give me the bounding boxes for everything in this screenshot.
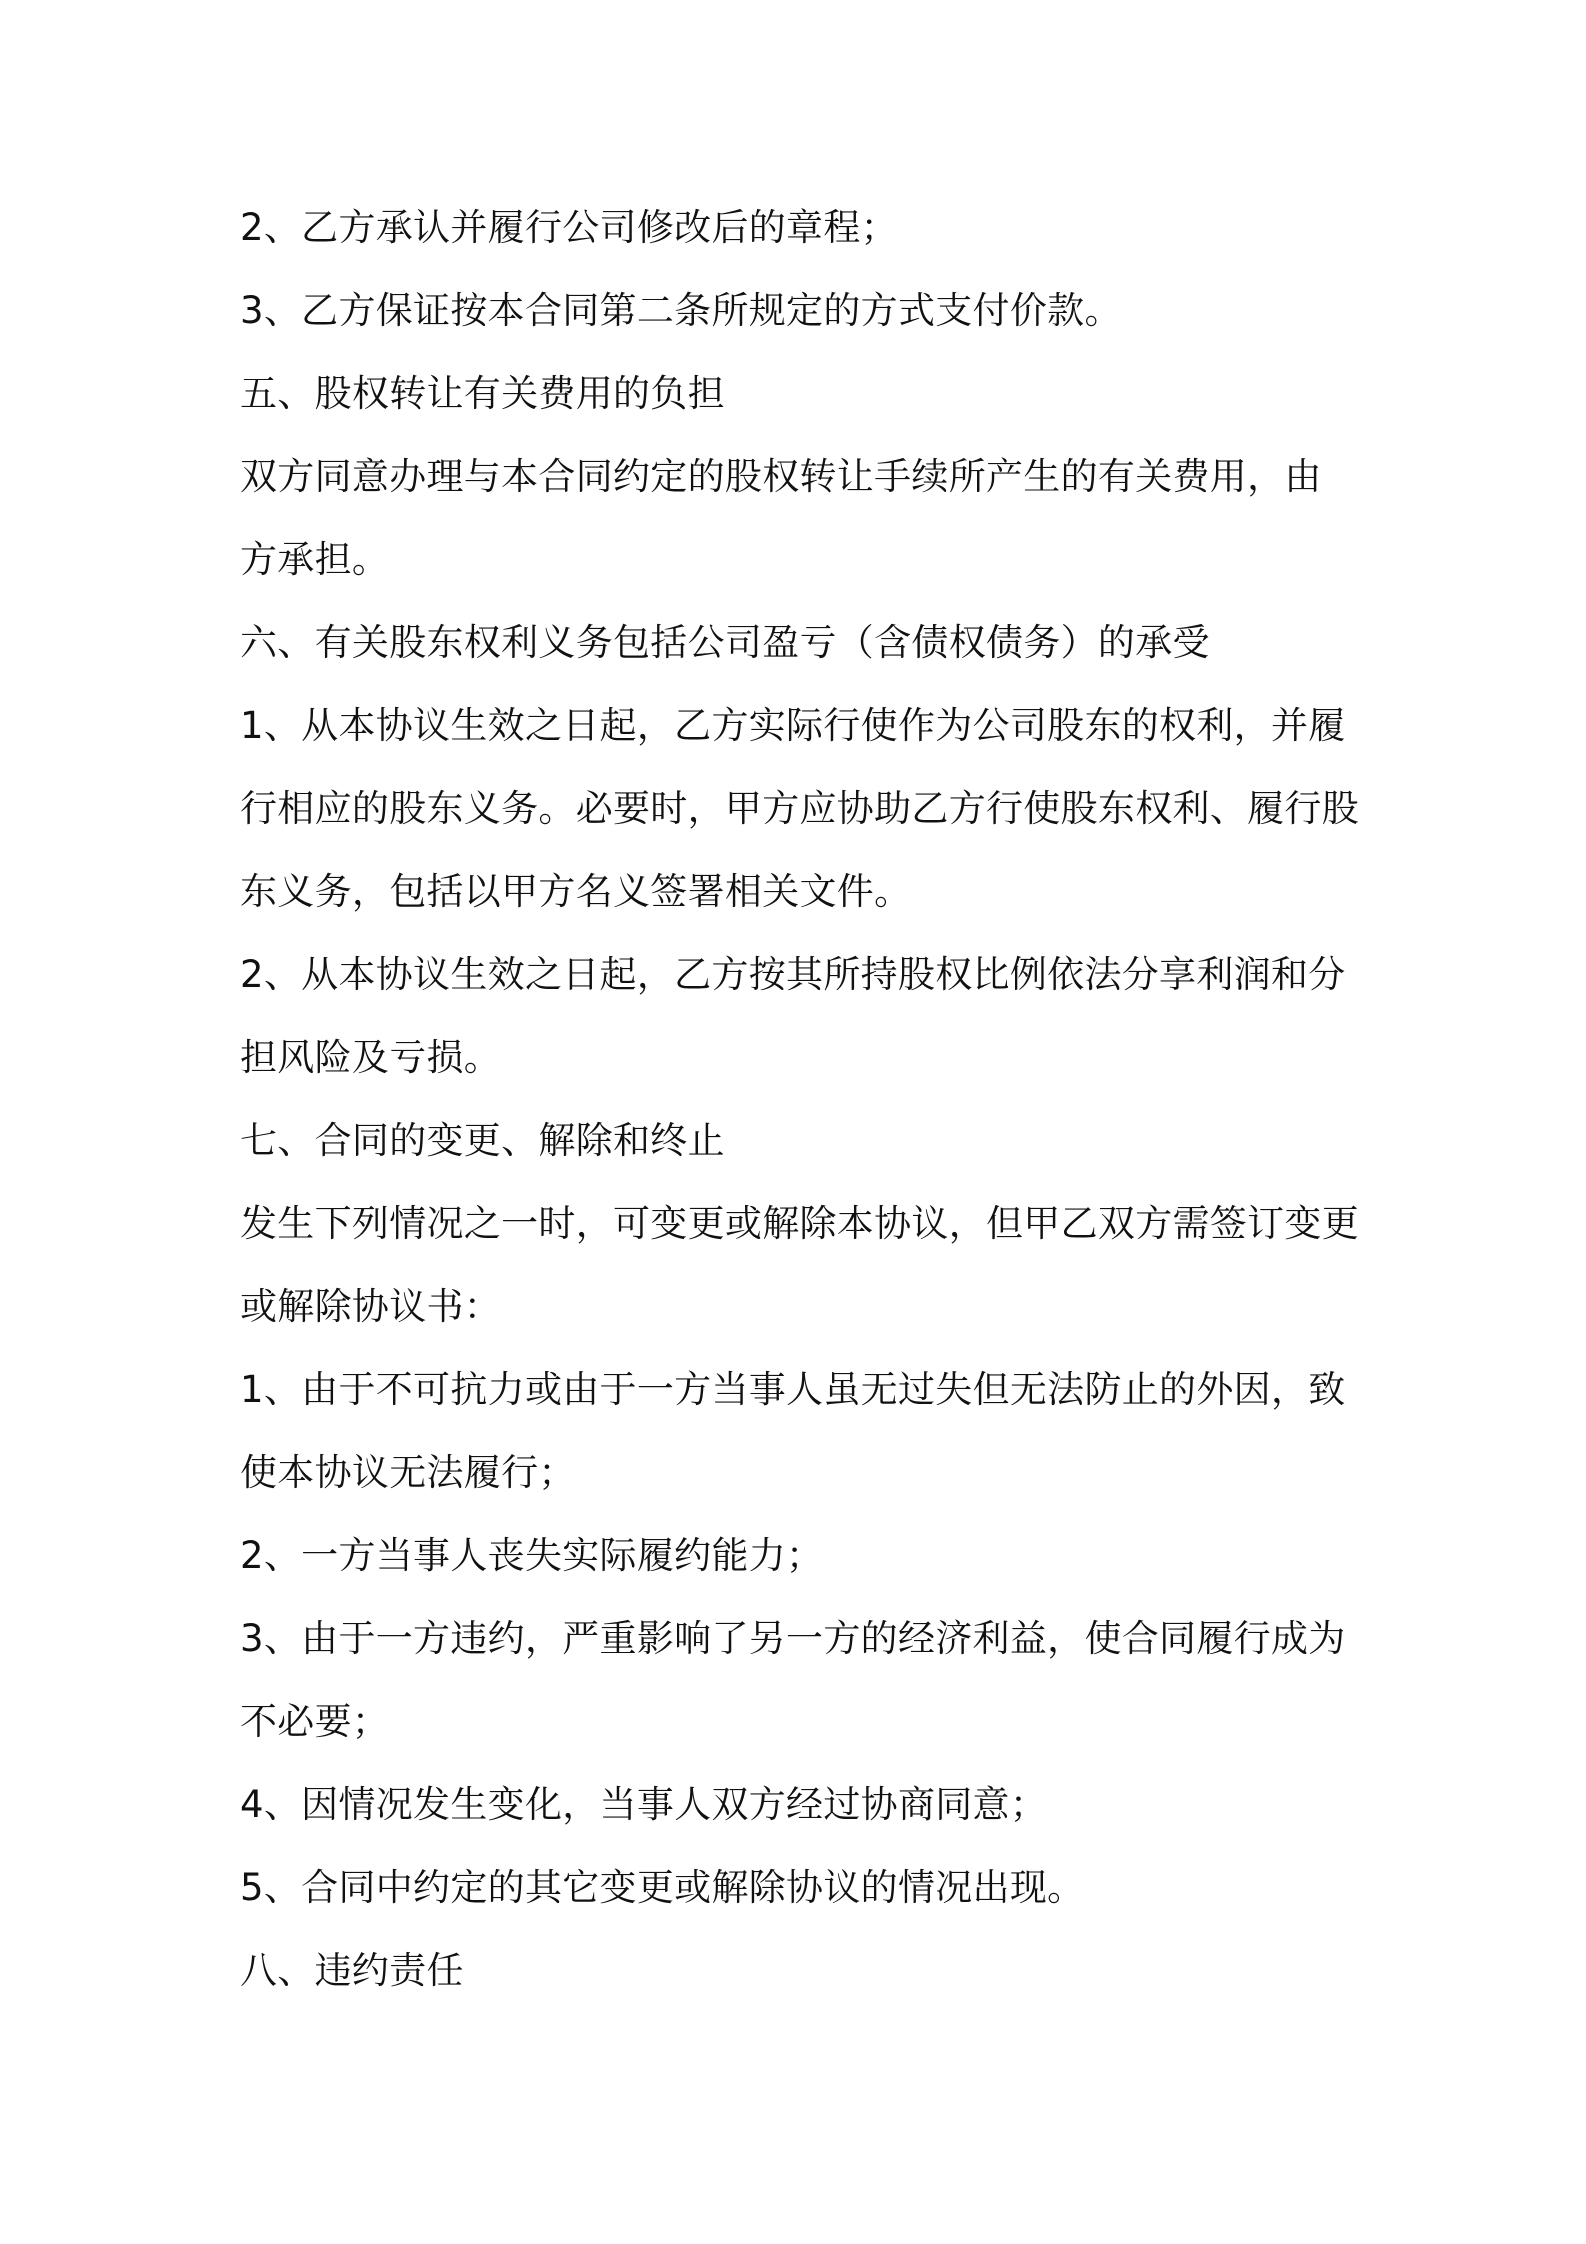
section-heading-7: 七、合同的变更、解除和终止 — [240, 1119, 725, 1162]
clause-7-intro-line-2: 或解除协议书： — [240, 1285, 502, 1328]
clause-5-text-line-1: 双方同意办理与本合同约定的股权转让手续所产生的有关费用，由 — [240, 455, 1322, 498]
section-heading-5: 五、股权转让有关费用的负担 — [240, 372, 725, 415]
clause-4-item-2: 2、乙方承认并履行公司修改后的章程； — [240, 206, 898, 249]
clause-7-item-1-line-2: 使本协议无法履行； — [240, 1451, 576, 1494]
clause-6-item-2-line-1: 2、从本协议生效之日起，乙方按其所持股权比例依法分享利润和分 — [240, 953, 1346, 996]
clause-7-item-3-line-1: 3、由于一方违约，严重影响了另一方的经济利益，使合同履行成为 — [240, 1617, 1346, 1660]
clause-6-item-1-line-2: 行相应的股东义务。必要时，甲方应协助乙方行使股东权利、履行股 — [240, 787, 1359, 830]
clause-5-text-line-2: 方承担。 — [240, 538, 390, 581]
clause-7-item-1-line-1: 1、由于不可抗力或由于一方当事人虽无过失但无法防止的外因，致 — [240, 1368, 1346, 1411]
clause-7-item-3-line-2: 不必要； — [240, 1700, 390, 1743]
section-heading-6: 六、有关股东权利义务包括公司盈亏（含债权债务）的承受 — [240, 621, 1210, 664]
clause-7-item-4: 4、因情况发生变化，当事人双方经过协商同意； — [240, 1783, 1048, 1826]
clause-7-intro-line-1: 发生下列情况之一时，可变更或解除本协议，但甲乙双方需签订变更 — [240, 1202, 1359, 1245]
section-heading-8: 八、违约责任 — [240, 1949, 464, 1992]
clause-6-item-2-line-2: 担风险及亏损。 — [240, 1036, 502, 1079]
clause-7-item-2: 2、一方当事人丧失实际履约能力； — [240, 1534, 824, 1577]
clause-6-item-1-line-1: 1、从本协议生效之日起，乙方实际行使作为公司股东的权利，并履 — [240, 704, 1346, 747]
clause-4-item-3: 3、乙方保证按本合同第二条所规定的方式支付价款。 — [240, 289, 1122, 332]
clause-7-item-5: 5、合同中约定的其它变更或解除协议的情况出现。 — [240, 1866, 1085, 1909]
clause-6-item-1-line-3: 东义务，包括以甲方名义签署相关文件。 — [240, 870, 912, 913]
